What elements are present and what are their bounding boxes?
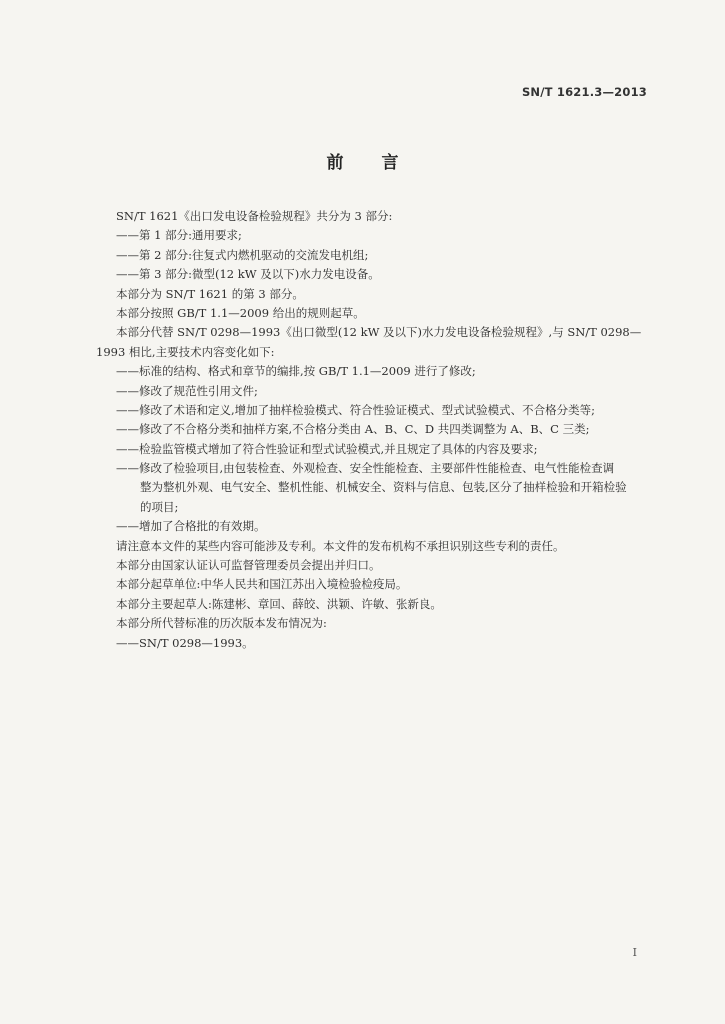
- paragraph-line: 本部分为 SN/T 1621 的第 3 部分。: [116, 286, 304, 301]
- paragraph-line: ——修改了检验项目,由包装检查、外观检查、安全性能检查、主要部件性能检查、电气性能检查调: [116, 461, 615, 476]
- paragraph-line: 本部分按照 GB/T 1.1—2009 给出的规则起草。: [116, 305, 365, 320]
- paragraph-line: ——第 1 部分:通用要求;: [116, 228, 242, 243]
- paragraph-line: 本部分代替 SN/T 0298—1993《出口微型(12 kW 及以下)水力发电设备检验规程》,与 SN/T 0298—: [116, 325, 642, 340]
- standard-code: SN/T 1621.3—2013: [521, 85, 647, 99]
- paragraph-line: ——修改了不合格分类和抽样方案,不合格分类由 A、B、C、D 共四类调整为 A、B、C 三类;: [116, 422, 590, 437]
- paragraph-line: 本部分由国家认证认可监督管理委员会提出并归口。: [116, 558, 381, 573]
- paragraph-line: ——第 3 部分:微型(12 kW 及以下)水力发电设备。: [116, 267, 380, 282]
- paragraph-line: SN/T 1621《出口发电设备检验规程》共分为 3 部分:: [116, 209, 393, 223]
- paragraph-line: 本部分主要起草人:陈建彬、章回、薛皎、洪颖、许敏、张新良。: [116, 596, 442, 611]
- page-title: 前言: [326, 153, 437, 173]
- foreword-body: [96, 207, 646, 653]
- paragraph-line: ——修改了规范性引用文件;: [116, 383, 258, 398]
- paragraph-line: ——修改了术语和定义,增加了抽样检验模式、符合性验证模式、型式试验模式、不合格分类等;: [116, 402, 596, 417]
- paragraph-line: 本部分起草单位:中华人民共和国江苏出入境检验检疫局。: [116, 577, 408, 592]
- paragraph-line: ——SN/T 0298—1993。: [116, 635, 254, 650]
- paragraph-line: ——第 2 部分:往复式内燃机驱动的交流发电机组;: [116, 247, 369, 262]
- paragraph-line: ——增加了合格批的有效期。: [116, 519, 266, 534]
- paragraph-line: ——检验监管模式增加了符合性验证和型式试验模式,并且规定了具体的内容及要求;: [116, 441, 538, 456]
- paragraph-line: 本部分所代替标准的历次版本发布情况为:: [116, 616, 327, 631]
- paragraph-line: ——标准的结构、格式和章节的编排,按 GB/T 1.1—2009 进行了修改;: [116, 364, 476, 379]
- page-number: I: [632, 946, 637, 959]
- paragraph-line: 的项目;: [140, 499, 179, 514]
- paragraph-line: 请注意本文件的某些内容可能涉及专利。本文件的发布机构不承担识别这些专利的责任。: [116, 538, 565, 553]
- paragraph-line: 整为整机外观、电气安全、整机性能、机械安全、资料与信息、包装,区分了抽样检验和开箱检验: [140, 480, 627, 495]
- paragraph-line: 1993 相比,主要技术内容变化如下:: [96, 344, 275, 359]
